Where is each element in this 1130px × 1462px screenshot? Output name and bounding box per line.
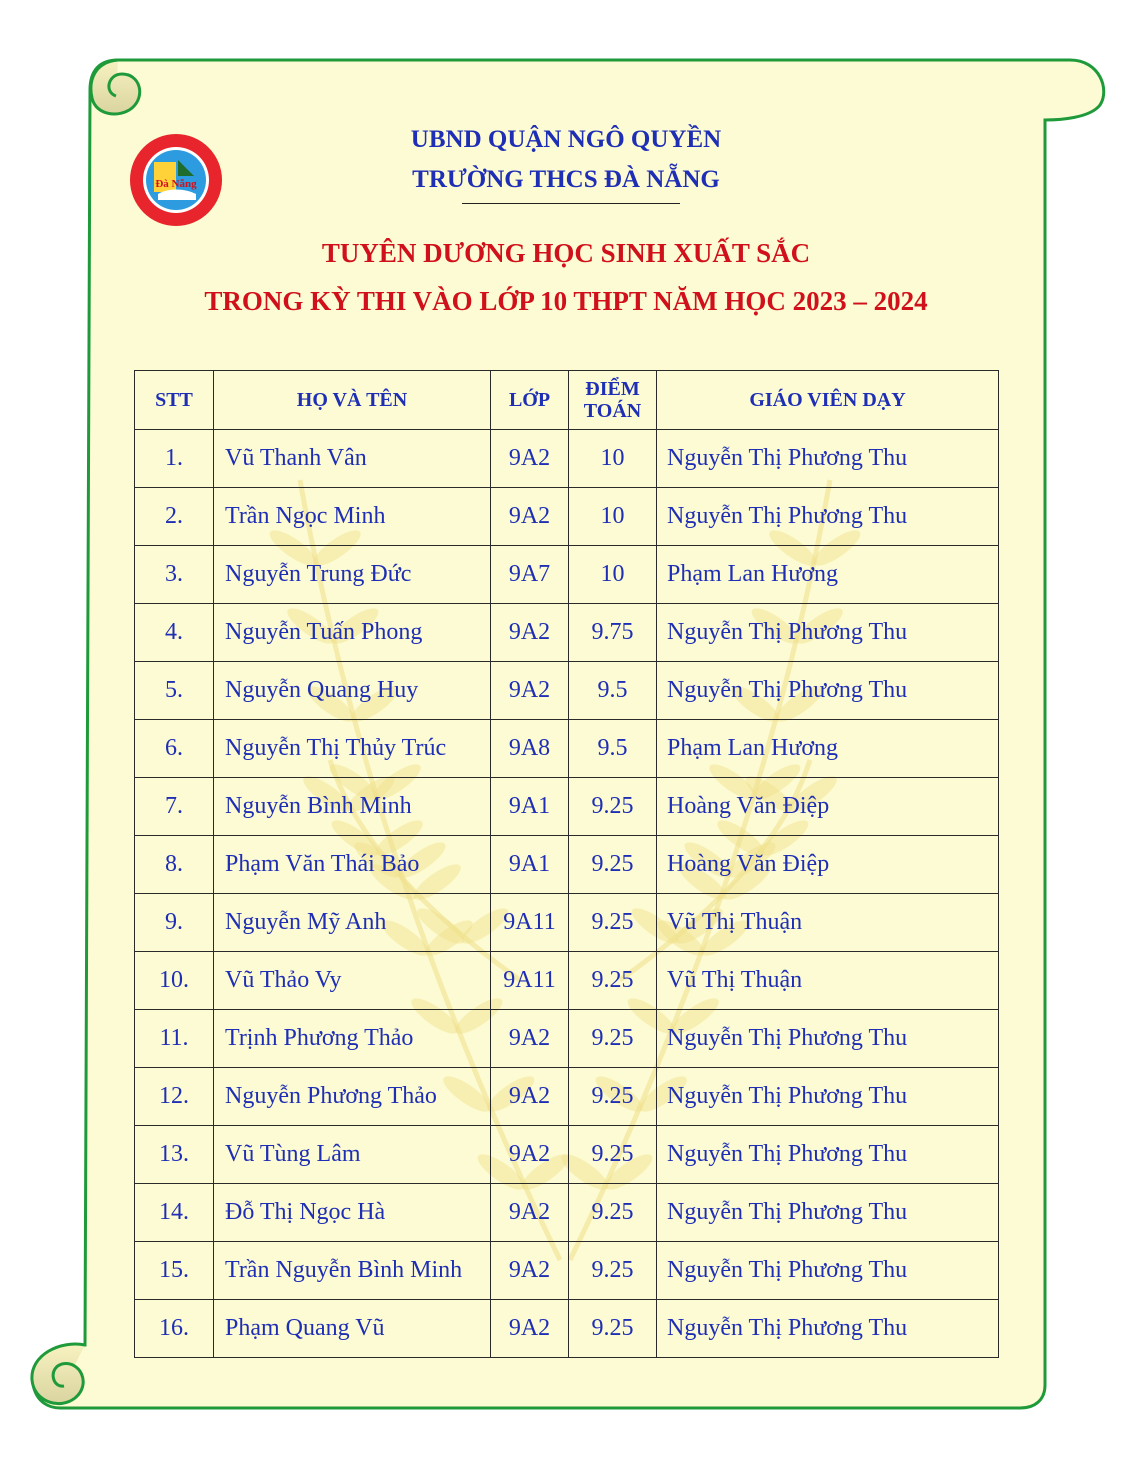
cell-teacher: Nguyễn Thị Phương Thu bbox=[657, 1010, 999, 1068]
cell-class: 9A2 bbox=[491, 662, 569, 720]
cell-name: Nguyễn Phương Thảo bbox=[214, 1068, 491, 1126]
cell-class: 9A2 bbox=[491, 1126, 569, 1184]
cell-name: Vũ Thảo Vy bbox=[214, 952, 491, 1010]
cell-score: 9.25 bbox=[569, 836, 657, 894]
cell-teacher: Nguyễn Thị Phương Thu bbox=[657, 488, 999, 546]
cell-score: 9.25 bbox=[569, 894, 657, 952]
honor-table bbox=[134, 370, 999, 1358]
cell-score: 9.25 bbox=[569, 1242, 657, 1300]
school-name: TRƯỜNG THCS ĐÀ NẴNG bbox=[412, 166, 720, 193]
cell-name: Phạm Quang Vũ bbox=[214, 1300, 491, 1358]
table-row bbox=[135, 1126, 999, 1184]
cell-score: 10 bbox=[569, 488, 657, 546]
table-header-row bbox=[135, 371, 999, 430]
cell-class: 9A2 bbox=[491, 430, 569, 488]
cell-score: 9.25 bbox=[569, 952, 657, 1010]
header-score-line1: ĐIỂM bbox=[585, 378, 640, 400]
cell-stt: 8. bbox=[135, 836, 214, 894]
cell-teacher: Nguyễn Thị Phương Thu bbox=[657, 1242, 999, 1300]
table-row bbox=[135, 778, 999, 836]
header-stt: STT bbox=[135, 371, 214, 430]
cell-class: 9A1 bbox=[491, 836, 569, 894]
cell-name: Vũ Thanh Vân bbox=[214, 430, 491, 488]
cell-name: Nguyễn Trung Đức bbox=[214, 546, 491, 604]
cell-teacher: Hoàng Văn Điệp bbox=[657, 836, 999, 894]
table-row bbox=[135, 894, 999, 952]
cell-score: 9.25 bbox=[569, 1300, 657, 1358]
cell-stt: 6. bbox=[135, 720, 214, 778]
table-row bbox=[135, 1010, 999, 1068]
table-row bbox=[135, 1300, 999, 1358]
cell-name: Trần Nguyễn Bình Minh bbox=[214, 1242, 491, 1300]
cell-teacher: Nguyễn Thị Phương Thu bbox=[657, 1300, 999, 1358]
cell-name: Trần Ngọc Minh bbox=[214, 488, 491, 546]
table-row bbox=[135, 1184, 999, 1242]
cell-score: 10 bbox=[569, 546, 657, 604]
cell-class: 9A1 bbox=[491, 778, 569, 836]
cell-stt: 4. bbox=[135, 604, 214, 662]
cell-score: 9.25 bbox=[569, 778, 657, 836]
cell-teacher: Nguyễn Thị Phương Thu bbox=[657, 1184, 999, 1242]
header-score bbox=[569, 371, 657, 430]
cell-score: 9.25 bbox=[569, 1184, 657, 1242]
cell-score: 9.5 bbox=[569, 720, 657, 778]
table-row bbox=[135, 430, 999, 488]
cell-name: Nguyễn Thị Thủy Trúc bbox=[214, 720, 491, 778]
cell-class: 9A7 bbox=[491, 546, 569, 604]
cell-score: 9.25 bbox=[569, 1068, 657, 1126]
header-name: HỌ VÀ TÊN bbox=[214, 371, 491, 430]
table-row bbox=[135, 546, 999, 604]
table-row bbox=[135, 836, 999, 894]
table-row bbox=[135, 604, 999, 662]
district-name: UBND QUẬN NGÔ QUYỀN bbox=[410, 126, 722, 153]
cell-teacher: Nguyễn Thị Phương Thu bbox=[657, 1126, 999, 1184]
cell-class: 9A2 bbox=[491, 1242, 569, 1300]
cell-class: 9A2 bbox=[491, 488, 569, 546]
cell-name: Nguyễn Mỹ Anh bbox=[214, 894, 491, 952]
cell-class: 9A8 bbox=[491, 720, 569, 778]
cell-stt: 2. bbox=[135, 488, 214, 546]
table-row bbox=[135, 952, 999, 1010]
table-row bbox=[135, 662, 999, 720]
cell-class: 9A11 bbox=[491, 894, 569, 952]
cell-name: Phạm Văn Thái Bảo bbox=[214, 836, 491, 894]
cell-name: Đỗ Thị Ngọc Hà bbox=[214, 1184, 491, 1242]
cell-class: 9A11 bbox=[491, 952, 569, 1010]
cell-name: Vũ Tùng Lâm bbox=[214, 1126, 491, 1184]
logo-text: Đà Nẵng bbox=[155, 178, 197, 190]
cell-class: 9A2 bbox=[491, 604, 569, 662]
cell-name: Nguyễn Tuấn Phong bbox=[214, 604, 491, 662]
cell-stt: 9. bbox=[135, 894, 214, 952]
cell-name: Nguyễn Quang Huy bbox=[214, 662, 491, 720]
cell-teacher: Vũ Thị Thuận bbox=[657, 952, 999, 1010]
cell-score: 9.5 bbox=[569, 662, 657, 720]
table-row bbox=[135, 1068, 999, 1126]
cell-class: 9A2 bbox=[491, 1184, 569, 1242]
cell-score: 9.25 bbox=[569, 1126, 657, 1184]
cell-name: Nguyễn Bình Minh bbox=[214, 778, 491, 836]
cell-stt: 15. bbox=[135, 1242, 214, 1300]
cell-stt: 5. bbox=[135, 662, 214, 720]
header-divider bbox=[462, 203, 680, 204]
header-score-line2: TOÁN bbox=[583, 400, 642, 422]
table-row bbox=[135, 720, 999, 778]
cell-score: 10 bbox=[569, 430, 657, 488]
cell-teacher: Hoàng Văn Điệp bbox=[657, 778, 999, 836]
table-row bbox=[135, 1242, 999, 1300]
cell-stt: 3. bbox=[135, 546, 214, 604]
cell-stt: 12. bbox=[135, 1068, 214, 1126]
document-subtitle: TRONG KỲ THI VÀO LỚP 10 THPT NĂM HỌC 2023 – 2024 bbox=[204, 286, 928, 316]
cell-stt: 14. bbox=[135, 1184, 214, 1242]
header-class: LỚP bbox=[491, 371, 569, 430]
cell-stt: 11. bbox=[135, 1010, 214, 1068]
cell-teacher: Phạm Lan Hương bbox=[657, 720, 999, 778]
school-logo bbox=[128, 132, 224, 228]
header-teacher: GIÁO VIÊN DẠY bbox=[657, 371, 999, 430]
cell-teacher: Vũ Thị Thuận bbox=[657, 894, 999, 952]
cell-class: 9A2 bbox=[491, 1010, 569, 1068]
cell-teacher: Nguyễn Thị Phương Thu bbox=[657, 430, 999, 488]
cell-teacher: Nguyễn Thị Phương Thu bbox=[657, 1068, 999, 1126]
cell-score: 9.25 bbox=[569, 1010, 657, 1068]
table-row bbox=[135, 488, 999, 546]
document-title: TUYÊN DƯƠNG HỌC SINH XUẤT SẮC bbox=[321, 238, 811, 268]
cell-stt: 7. bbox=[135, 778, 214, 836]
cell-stt: 13. bbox=[135, 1126, 214, 1184]
cell-teacher: Phạm Lan Hương bbox=[657, 546, 999, 604]
cell-score: 9.75 bbox=[569, 604, 657, 662]
cell-class: 9A2 bbox=[491, 1300, 569, 1358]
cell-stt: 16. bbox=[135, 1300, 214, 1358]
cell-name: Trịnh Phương Thảo bbox=[214, 1010, 491, 1068]
cell-teacher: Nguyễn Thị Phương Thu bbox=[657, 604, 999, 662]
cell-class: 9A2 bbox=[491, 1068, 569, 1126]
cell-stt: 1. bbox=[135, 430, 214, 488]
cell-teacher: Nguyễn Thị Phương Thu bbox=[657, 662, 999, 720]
cell-stt: 10. bbox=[135, 952, 214, 1010]
